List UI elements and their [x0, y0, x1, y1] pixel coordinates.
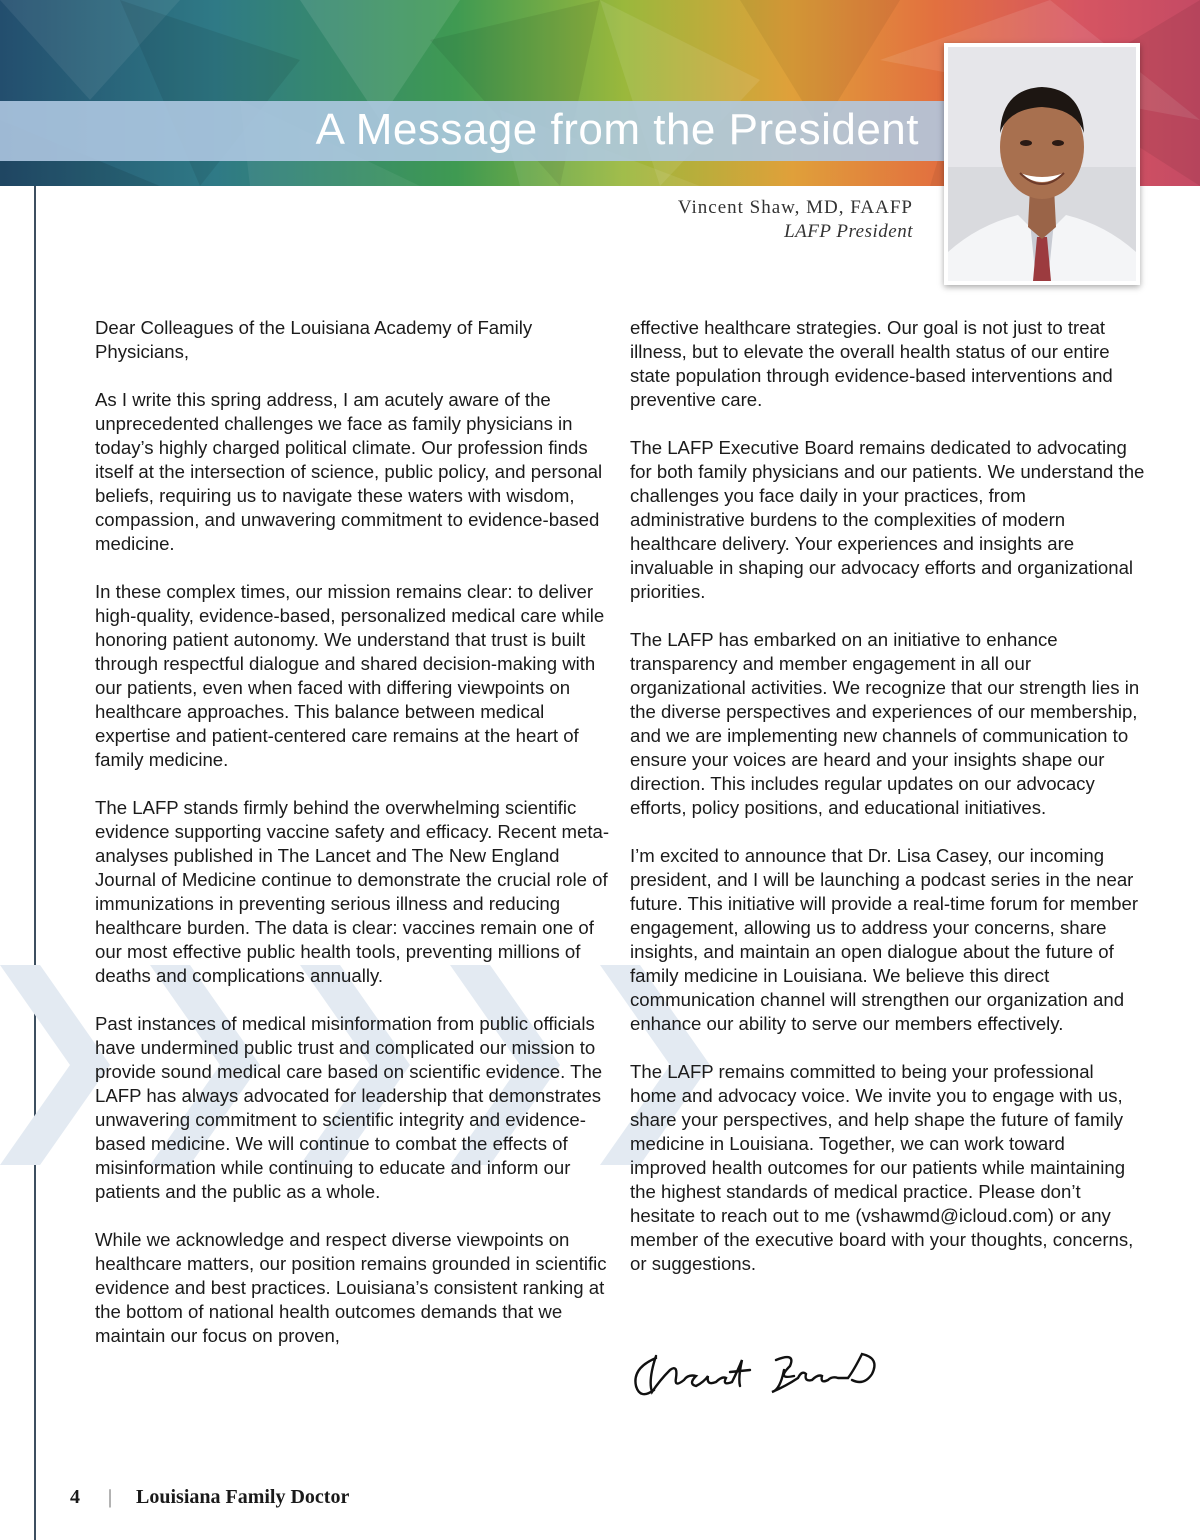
letter-paragraph: effective healthcare strategies. Our goal is not just to treat illness, but to elevate the overall health status of our entire state population through evidence-based interventions and preventive care. [630, 317, 1113, 410]
page-title: A Message from the President [315, 105, 919, 154]
letter-paragraph: The LAFP has embarked on an initiative to enhance transparency and member engagement in all our organizational activities. We recognize that our strength lies in the diverse perspectives and experiences of our membership, and we are implementing new channels of communication to ensure your voices are heard and your insights shape our direction. This includes regular updates on our advocacy efforts, policy positions, and educational initiatives. [630, 629, 1140, 818]
letter-paragraph: The LAFP stands firmly behind the overwhelming scientific evidence supporting vaccine safety and efficacy. Recent meta-analyses published in The Lancet and The New England Journal of Medicine continue to demonstrate the crucial role of immunizations in preventing serious illness and reducing healthcare burden. The data is clear: vaccines remain one of our most effective public health tools, preventing millions of deaths and complications annually. [95, 797, 610, 986]
signature [626, 1340, 896, 1420]
president-photo [948, 47, 1136, 281]
author-name: Vincent Shaw, MD, FAAFP [677, 197, 913, 218]
letter-paragraph: In these complex times, our mission remains clear: to deliver high-quality, evidence-based, personalized medical care while honoring patient autonomy. We understand that trust is built through respectful dialogue and shared decision-making with our patients, even when faced with differing viewpoints on healthcare approaches. This balance between medical expertise and patient-centered care remains at the heart of family medicine. [95, 581, 605, 770]
president-photo-frame [944, 43, 1140, 285]
letter-paragraph: The LAFP remains committed to being your professional home and advocacy voice. We invite you to engage with us, share your perspectives, and help shape the future of family medicine in Louisiana. Together, we can work toward improved health outcomes for our patients while maintaining the highest standards of medical practice. Please don’t hesitate to reach out to me (vshawmd@icloud.com) or any member of the executive board with your thoughts, concerns, or suggestions. [630, 1061, 1134, 1274]
letter-paragraph: Dear Colleagues of the Louisiana Academy of Family Physicians, [95, 317, 533, 362]
page-number: 4 [70, 1486, 80, 1508]
letter-paragraph: Past instances of medical misinformation from public officials have undermined public trust and complicated our mission to provide sound medical care based on scientific evidence. The LAFP has always advocated for leadership that demonstrates unwavering commitment to scientific integrity and evidence-based medicine. We will continue to combat the effects of misinformation while continuing to educate and inform our patients and the public as a whole. [95, 1013, 603, 1202]
letter-left-column [95, 316, 610, 1372]
letter-paragraph: As I write this spring address, I am acutely aware of the unprecedented challenges we face as family physicians in today’s highly charged political climate. Our profession finds itself at the intersection of science, public policy, and personal beliefs, requiring us to navigate these waters with wisdom, compassion, and unwavering commitment to evidence-based medicine. [95, 389, 603, 554]
left-rule [34, 186, 36, 1540]
letter-paragraph: While we acknowledge and respect diverse viewpoints on healthcare matters, our position remains grounded in scientific evidence and best practices. Louisiana’s consistent ranking at the bottom of national health outcomes demands that we maintain our focus on proven, [95, 1229, 607, 1346]
letter-paragraph: I’m excited to announce that Dr. Lisa Casey, our incoming president, and I will be launching a podcast series in the near future. This initiative will provide a real-time forum for member engagement, allowing us to address your concerns, share insights, and maintain an open dialogue about the future of family medicine in Louisiana. We believe this direct communication channel will strengthen our organization and enhance our ability to serve our members effectively. [630, 845, 1139, 1034]
title-bar [0, 101, 945, 161]
footer-separator: | [108, 1486, 113, 1508]
author-role: LAFP President [784, 221, 913, 242]
letter-right-column [630, 316, 1145, 1300]
page-footer [70, 1486, 349, 1509]
letter-paragraph: The LAFP Executive Board remains dedicated to advocating for both family physicians and our patients. We understand the challenges you face daily in your practices, from administrative burdens to the complexities of modern healthcare delivery. Your experiences and insights are invaluable in shaping our advocacy efforts and organizational priorities. [630, 437, 1145, 602]
byline [678, 196, 913, 244]
publication-name: Louisiana Family Doctor [136, 1486, 350, 1508]
